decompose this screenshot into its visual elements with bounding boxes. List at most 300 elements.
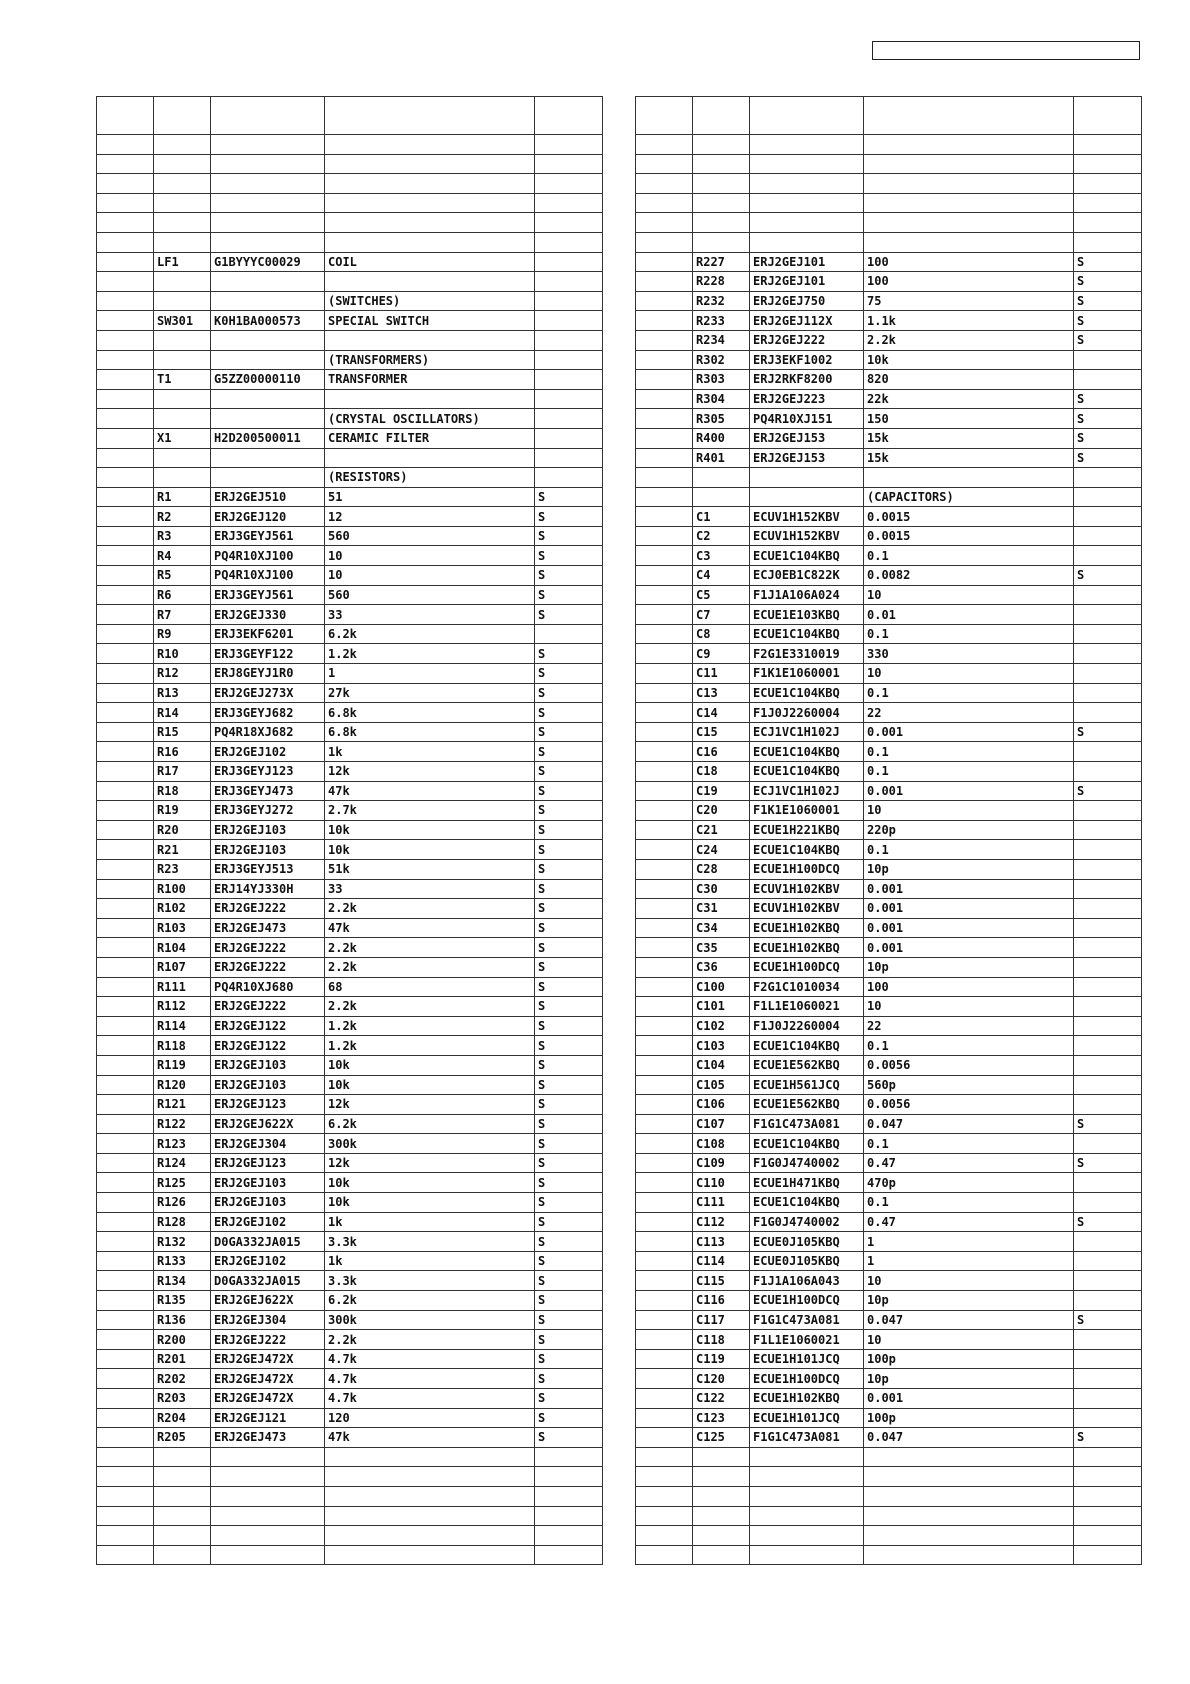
description-cell: TRANSFORMER — [325, 370, 535, 390]
safety-mark-cell — [636, 487, 693, 507]
description-cell — [325, 272, 535, 292]
description-cell: 51k — [325, 859, 535, 879]
part-no-cell: ECUE1H101JCQ — [750, 1408, 864, 1428]
table-row — [636, 977, 1142, 997]
safety-cell — [535, 272, 603, 292]
table-row — [636, 1016, 1142, 1036]
description-cell: 22 — [864, 703, 1074, 723]
safety-cell: S — [535, 1114, 603, 1134]
description-cell: (CAPACITORS) — [864, 487, 1074, 507]
safety-mark-cell — [97, 1095, 154, 1115]
description-cell: 0.001 — [864, 899, 1074, 919]
part-no-cell: ERJ2GEJ222 — [211, 1330, 325, 1350]
ref-cell: R107 — [154, 957, 211, 977]
safety-cell: S — [535, 781, 603, 801]
part-no-cell: F1J0J2260004 — [750, 703, 864, 723]
blank-cell — [1074, 1486, 1142, 1506]
part-no-cell: ERJ2GEJ222 — [211, 997, 325, 1017]
part-no-cell: ERJ2GEJ304 — [211, 1134, 325, 1154]
safety-cell — [535, 330, 603, 350]
blank-cell — [1074, 1526, 1142, 1546]
description-cell: 560p — [864, 1075, 1074, 1095]
safety-cell — [1074, 879, 1142, 899]
table-row — [97, 1212, 603, 1232]
description-cell: 100 — [864, 977, 1074, 997]
part-no-cell: ERJ2GEJ622X — [211, 1114, 325, 1134]
safety-cell: S — [535, 1095, 603, 1115]
table-row — [636, 448, 1142, 468]
safety-mark-cell — [97, 1114, 154, 1134]
blank-cell — [693, 1447, 750, 1467]
part-no-cell: ERJ2GEJ103 — [211, 820, 325, 840]
description-cell: 2.7k — [325, 801, 535, 821]
safety-mark-cell — [97, 1251, 154, 1271]
table-row — [97, 899, 603, 919]
table-row — [636, 1036, 1142, 1056]
safety-mark-cell — [97, 781, 154, 801]
safety-mark-cell — [97, 1016, 154, 1036]
page-header-box — [872, 41, 1140, 60]
blank-cell — [535, 174, 603, 194]
description-cell: 22 — [864, 1016, 1074, 1036]
safety-mark-cell — [97, 1036, 154, 1056]
safety-mark-cell — [97, 722, 154, 742]
table-row — [636, 1075, 1142, 1095]
table-row — [636, 664, 1142, 684]
safety-mark-cell — [97, 526, 154, 546]
ref-cell: R16 — [154, 742, 211, 762]
safety-cell: S — [535, 840, 603, 860]
safety-cell: S — [535, 1251, 603, 1271]
description-cell: 0.001 — [864, 781, 1074, 801]
description-cell: 10 — [864, 1330, 1074, 1350]
table-row — [636, 899, 1142, 919]
ref-cell: R114 — [154, 1016, 211, 1036]
ref-cell: R15 — [154, 722, 211, 742]
blank-cell — [864, 1545, 1074, 1565]
blank-cell — [864, 97, 1074, 135]
ref-cell: R6 — [154, 585, 211, 605]
safety-cell — [535, 409, 603, 429]
safety-mark-cell — [636, 683, 693, 703]
part-no-cell: F1G1C473A081 — [750, 1114, 864, 1134]
table-row — [636, 291, 1142, 311]
safety-cell — [1074, 820, 1142, 840]
safety-cell — [535, 252, 603, 272]
blank-cell — [535, 154, 603, 174]
description-cell: 0.47 — [864, 1212, 1074, 1232]
safety-mark-cell — [636, 938, 693, 958]
safety-cell: S — [535, 546, 603, 566]
description-cell: 10k — [325, 820, 535, 840]
safety-cell: S — [1074, 1153, 1142, 1173]
safety-cell — [1074, 859, 1142, 879]
blank-cell — [325, 232, 535, 252]
ref-cell: R136 — [154, 1310, 211, 1330]
description-cell: 2.2k — [325, 957, 535, 977]
safety-mark-cell — [636, 1075, 693, 1095]
ref-cell: C9 — [693, 644, 750, 664]
blank-cell — [154, 232, 211, 252]
blank-row — [636, 174, 1142, 194]
part-no-cell: ERJ2GEJ122 — [211, 1016, 325, 1036]
safety-cell — [1074, 1349, 1142, 1369]
part-no-cell: ECUE1C104KBQ — [750, 1193, 864, 1213]
safety-cell: S — [535, 566, 603, 586]
blank-cell — [636, 1545, 693, 1565]
safety-mark-cell — [97, 291, 154, 311]
blank-row — [97, 1526, 603, 1546]
safety-mark-cell — [636, 1330, 693, 1350]
table-row — [636, 820, 1142, 840]
safety-cell — [535, 448, 603, 468]
safety-mark-cell — [97, 683, 154, 703]
part-no-cell: ECUV1H152KBV — [750, 526, 864, 546]
description-cell: 820 — [864, 370, 1074, 390]
description-cell: 51 — [325, 487, 535, 507]
safety-cell — [1074, 1095, 1142, 1115]
table-row — [97, 997, 603, 1017]
safety-cell: S — [535, 1173, 603, 1193]
description-cell: 3.3k — [325, 1232, 535, 1252]
blank-cell — [636, 1526, 693, 1546]
table-row — [636, 330, 1142, 350]
safety-cell — [1074, 997, 1142, 1017]
part-no-cell: ERJ2GEJ473 — [211, 918, 325, 938]
blank-cell — [864, 1447, 1074, 1467]
ref-cell: C105 — [693, 1075, 750, 1095]
table-row — [636, 428, 1142, 448]
blank-row — [636, 154, 1142, 174]
blank-cell — [535, 135, 603, 155]
safety-cell: S — [1074, 272, 1142, 292]
table-row — [97, 1310, 603, 1330]
table-row — [97, 1193, 603, 1213]
table-row — [636, 938, 1142, 958]
description-cell: COIL — [325, 252, 535, 272]
safety-cell — [1074, 977, 1142, 997]
part-no-cell: ECUE1H471KBQ — [750, 1173, 864, 1193]
safety-cell — [535, 311, 603, 331]
part-no-cell: G1BYYYC00029 — [211, 252, 325, 272]
blank-cell — [325, 135, 535, 155]
ref-cell — [154, 350, 211, 370]
safety-mark-cell — [97, 644, 154, 664]
blank-row — [97, 232, 603, 252]
part-no-cell: ERJ2RKF8200 — [750, 370, 864, 390]
description-cell: 75 — [864, 291, 1074, 311]
table-row — [636, 1095, 1142, 1115]
blank-cell — [864, 1526, 1074, 1546]
part-no-cell: ECUE1C104KBQ — [750, 683, 864, 703]
table-row — [636, 762, 1142, 782]
ref-cell: R135 — [154, 1291, 211, 1311]
description-cell: 2.2k — [864, 330, 1074, 350]
description-cell: 0.0056 — [864, 1095, 1074, 1115]
ref-cell: C111 — [693, 1193, 750, 1213]
ref-cell: R10 — [154, 644, 211, 664]
safety-mark-cell — [97, 879, 154, 899]
ref-cell: R128 — [154, 1212, 211, 1232]
safety-mark-cell — [636, 1251, 693, 1271]
blank-cell — [325, 1467, 535, 1487]
blank-row — [636, 1447, 1142, 1467]
ref-cell: C7 — [693, 605, 750, 625]
blank-cell — [636, 193, 693, 213]
table-row — [636, 918, 1142, 938]
description-cell: 300k — [325, 1134, 535, 1154]
description-cell — [325, 389, 535, 409]
ref-cell: R305 — [693, 409, 750, 429]
ref-cell: C24 — [693, 840, 750, 860]
safety-mark-cell — [97, 252, 154, 272]
blank-cell — [535, 213, 603, 233]
description-cell: 12k — [325, 762, 535, 782]
description-cell: 0.1 — [864, 762, 1074, 782]
safety-mark-cell — [97, 1389, 154, 1409]
safety-mark-cell — [97, 899, 154, 919]
safety-cell: S — [1074, 311, 1142, 331]
safety-mark-cell — [97, 350, 154, 370]
safety-cell: S — [535, 664, 603, 684]
table-row — [97, 1055, 603, 1075]
part-no-cell: ECUE1H102KBQ — [750, 918, 864, 938]
blank-cell — [97, 1467, 154, 1487]
description-cell — [325, 330, 535, 350]
description-cell: 0.0056 — [864, 1055, 1074, 1075]
ref-cell — [154, 291, 211, 311]
ref-cell: C20 — [693, 801, 750, 821]
safety-mark-cell — [636, 1349, 693, 1369]
part-no-cell — [211, 409, 325, 429]
table-row — [97, 918, 603, 938]
safety-mark-cell — [97, 566, 154, 586]
table-row — [636, 1232, 1142, 1252]
ref-cell: C118 — [693, 1330, 750, 1350]
table-row — [97, 1349, 603, 1369]
part-no-cell: ECUE1C104KBQ — [750, 1036, 864, 1056]
blank-cell — [750, 1486, 864, 1506]
description-cell: 33 — [325, 605, 535, 625]
table-row — [97, 526, 603, 546]
blank-cell — [325, 1526, 535, 1546]
description-cell: 0.047 — [864, 1428, 1074, 1448]
blank-cell — [636, 97, 693, 135]
safety-mark-cell — [97, 1330, 154, 1350]
part-no-cell: F1G1C473A081 — [750, 1428, 864, 1448]
table-row — [636, 722, 1142, 742]
table-row — [636, 546, 1142, 566]
blank-cell — [325, 213, 535, 233]
safety-cell — [1074, 918, 1142, 938]
table-row — [97, 409, 603, 429]
blank-cell — [211, 232, 325, 252]
part-no-cell — [211, 330, 325, 350]
safety-cell — [1074, 1330, 1142, 1350]
ref-cell: R201 — [154, 1349, 211, 1369]
table-row — [636, 997, 1142, 1017]
ref-cell: C18 — [693, 762, 750, 782]
safety-mark-cell — [97, 703, 154, 723]
blank-cell — [211, 1545, 325, 1565]
ref-cell: C115 — [693, 1271, 750, 1291]
blank-cell — [97, 193, 154, 213]
blank-cell — [693, 154, 750, 174]
part-no-cell: H2D200500011 — [211, 428, 325, 448]
table-row — [636, 585, 1142, 605]
safety-cell — [1074, 1173, 1142, 1193]
part-no-cell: ERJ2GEJ102 — [211, 742, 325, 762]
table-row — [636, 1055, 1142, 1075]
safety-cell — [1074, 1232, 1142, 1252]
safety-cell: S — [535, 1134, 603, 1154]
ref-cell: R18 — [154, 781, 211, 801]
table-row — [636, 487, 1142, 507]
safety-mark-cell — [97, 1291, 154, 1311]
safety-mark-cell — [97, 664, 154, 684]
safety-cell: S — [535, 1212, 603, 1232]
part-no-cell: G5ZZ00000110 — [211, 370, 325, 390]
ref-cell: R20 — [154, 820, 211, 840]
table-row — [636, 370, 1142, 390]
table-row — [636, 1389, 1142, 1409]
blank-cell — [750, 135, 864, 155]
part-no-cell: ERJ3GEYJ513 — [211, 859, 325, 879]
table-row — [636, 683, 1142, 703]
description-cell: 10p — [864, 859, 1074, 879]
description-cell: 1 — [325, 664, 535, 684]
safety-cell — [1074, 1036, 1142, 1056]
safety-mark-cell — [636, 781, 693, 801]
blank-cell — [154, 97, 211, 135]
description-cell: 10p — [864, 957, 1074, 977]
part-no-cell: F1L1E1060021 — [750, 1330, 864, 1350]
safety-mark-cell — [636, 507, 693, 527]
description-cell: 4.7k — [325, 1349, 535, 1369]
table-row — [636, 1153, 1142, 1173]
part-no-cell: ECUE1E562KBQ — [750, 1095, 864, 1115]
part-no-cell: ERJ2GEJ750 — [750, 291, 864, 311]
blank-cell — [864, 174, 1074, 194]
description-cell: 15k — [864, 428, 1074, 448]
blank-cell — [211, 1486, 325, 1506]
ref-cell: C5 — [693, 585, 750, 605]
safety-cell — [1074, 507, 1142, 527]
safety-mark-cell — [97, 585, 154, 605]
safety-mark-cell — [636, 624, 693, 644]
ref-cell: C31 — [693, 899, 750, 919]
blank-cell — [97, 1545, 154, 1565]
safety-cell — [535, 350, 603, 370]
blank-cell — [693, 213, 750, 233]
safety-cell: S — [1074, 330, 1142, 350]
blank-cell — [1074, 1545, 1142, 1565]
safety-cell: S — [535, 1153, 603, 1173]
blank-row — [636, 193, 1142, 213]
ref-cell: C36 — [693, 957, 750, 977]
safety-cell — [1074, 1016, 1142, 1036]
description-cell: 560 — [325, 585, 535, 605]
safety-cell: S — [1074, 448, 1142, 468]
ref-cell: R202 — [154, 1369, 211, 1389]
description-cell: 1k — [325, 742, 535, 762]
ref-cell: R232 — [693, 291, 750, 311]
description-cell: 100p — [864, 1408, 1074, 1428]
description-cell: 0.47 — [864, 1153, 1074, 1173]
part-no-cell: ERJ3GEYJ561 — [211, 585, 325, 605]
ref-cell: R227 — [693, 252, 750, 272]
safety-cell: S — [535, 605, 603, 625]
ref-cell: C100 — [693, 977, 750, 997]
ref-cell: R118 — [154, 1036, 211, 1056]
description-cell: 100p — [864, 1349, 1074, 1369]
description-cell: 33 — [325, 879, 535, 899]
safety-cell — [1074, 644, 1142, 664]
table-row — [97, 938, 603, 958]
blank-cell — [1074, 232, 1142, 252]
blank-row — [97, 97, 603, 135]
description-cell: 0.1 — [864, 624, 1074, 644]
ref-cell: R400 — [693, 428, 750, 448]
table-row — [636, 624, 1142, 644]
safety-mark-cell — [97, 370, 154, 390]
blank-cell — [535, 1526, 603, 1546]
description-cell: 0.001 — [864, 918, 1074, 938]
ref-cell: R119 — [154, 1055, 211, 1075]
table-row — [97, 722, 603, 742]
ref-cell — [154, 272, 211, 292]
safety-cell — [535, 370, 603, 390]
table-row — [97, 1095, 603, 1115]
table-row — [97, 311, 603, 331]
ref-cell: R112 — [154, 997, 211, 1017]
description-cell: 27k — [325, 683, 535, 703]
safety-mark-cell — [636, 468, 693, 488]
part-no-cell: ERJ2GEJ473 — [211, 1428, 325, 1448]
part-no-cell: ERJ2GEJ120 — [211, 507, 325, 527]
ref-cell — [154, 409, 211, 429]
ref-cell: C30 — [693, 879, 750, 899]
table-row — [97, 291, 603, 311]
blank-cell — [693, 193, 750, 213]
table-row — [97, 350, 603, 370]
safety-cell — [1074, 957, 1142, 977]
blank-cell — [693, 97, 750, 135]
safety-cell — [1074, 585, 1142, 605]
blank-cell — [864, 232, 1074, 252]
part-no-cell: ERJ3GEYJ561 — [211, 526, 325, 546]
part-no-cell: ECUE1H100DCQ — [750, 957, 864, 977]
safety-mark-cell — [97, 448, 154, 468]
part-no-cell: ERJ2GEJ122 — [211, 1036, 325, 1056]
safety-mark-cell — [97, 409, 154, 429]
part-no-cell — [211, 389, 325, 409]
safety-mark-cell — [636, 762, 693, 782]
safety-mark-cell — [97, 840, 154, 860]
safety-mark-cell — [97, 1232, 154, 1252]
part-no-cell: ERJ2GEJ153 — [750, 428, 864, 448]
blank-cell — [750, 1526, 864, 1546]
description-cell: 0.0015 — [864, 526, 1074, 546]
table-row — [636, 409, 1142, 429]
safety-mark-cell — [636, 918, 693, 938]
safety-cell: S — [535, 1291, 603, 1311]
safety-mark-cell — [97, 938, 154, 958]
safety-mark-cell — [97, 487, 154, 507]
blank-cell — [325, 154, 535, 174]
safety-cell — [1074, 1075, 1142, 1095]
safety-mark-cell — [636, 644, 693, 664]
